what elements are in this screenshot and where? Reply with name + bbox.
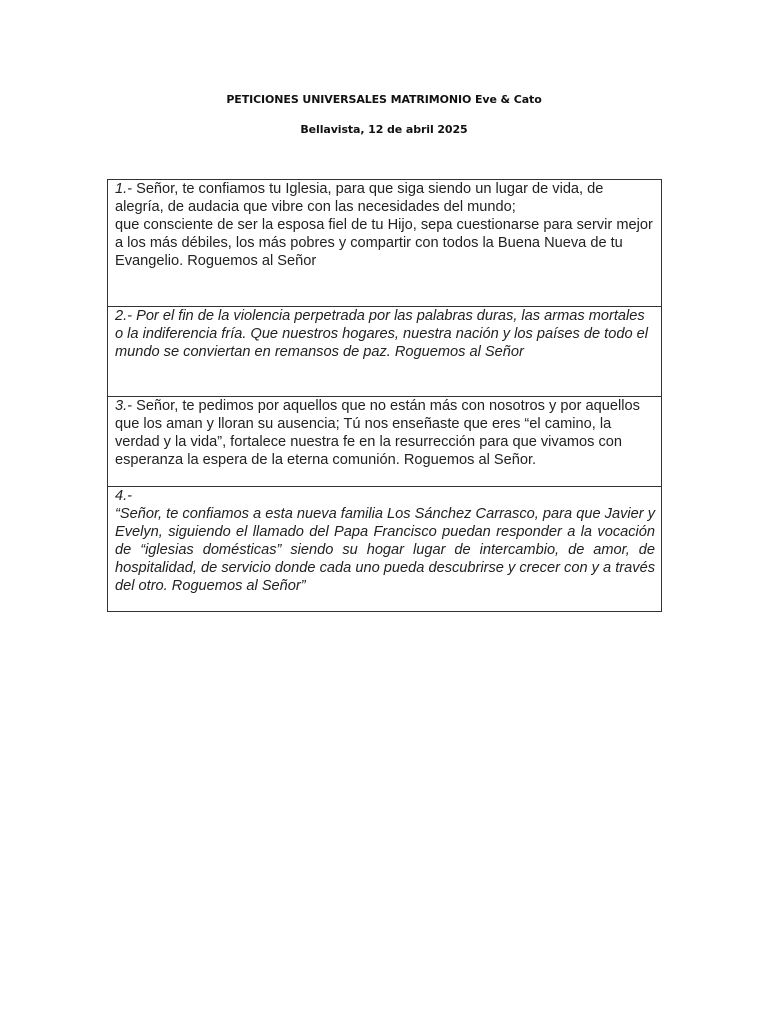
petition-row-2 bbox=[108, 307, 662, 397]
petition-number-2: 2.- bbox=[115, 308, 133, 324]
petition-text-2: Por el fin de la violencia perpetrada por las palabras duras, las armas mortales o la indiferencia fría. Que nuestros hogares, nuestra nación y los países de todo el mundo se conviertan en remansos de paz. Roguemos al Señor bbox=[115, 308, 648, 360]
petition-cell-3 bbox=[108, 397, 662, 487]
petition-text-1a: Señor, te confiamos tu Iglesia, para que siga siendo un lugar de vida, de alegría, de audacia que vibre con las necesidades del mundo; bbox=[115, 181, 604, 215]
petition-row-3 bbox=[108, 397, 662, 487]
petition-cell-1 bbox=[108, 180, 662, 307]
petitions-table bbox=[107, 179, 662, 612]
petition-text-1b: que consciente de ser la esposa fiel de tu Hijo, sepa cuestionarse para servir mejor a los más débiles, los más pobres y compartir con todos la Buena Nueva de tu Evangelio. Roguemos al Señor bbox=[115, 217, 653, 269]
petition-cell-2 bbox=[108, 307, 662, 397]
document-title: PETICIONES UNIVERSALES MATRIMONIO Eve & Cato bbox=[226, 93, 542, 106]
petition-text-4: “Señor, te confiamos a esta nueva familia Los Sánchez Carrasco, para que Javier y Evelyn, siguiendo el llamado del Papa Francisco puedan responder a la vocación de “iglesias domésticas” siendo su hogar lugar de intercambio, de amor, de hospitalidad, de servicio donde cada uno pueda descubrirse y crecer con y a través del otro. Roguemos al Señor” bbox=[115, 506, 655, 594]
petition-number-4: 4.- bbox=[115, 488, 133, 504]
document-date: Bellavista, 12 de abril 2025 bbox=[300, 123, 468, 136]
petition-number-3: 3.- bbox=[115, 398, 133, 414]
petition-cell-4 bbox=[108, 487, 662, 612]
petition-text-3: Señor, te pedimos por aquellos que no están más con nosotros y por aquellos que los aman y lloran su ausencia; Tú nos enseñaste que eres “el camino, la verdad y la vida”, fortalece nuestra fe en la resurrección para que vivamos con esperanza la espera de la eterna comunión. Roguemos al Señor. bbox=[115, 398, 640, 468]
petition-row-1 bbox=[108, 180, 662, 307]
petition-row-4 bbox=[108, 487, 662, 612]
petition-number-1: 1.- bbox=[115, 181, 133, 197]
